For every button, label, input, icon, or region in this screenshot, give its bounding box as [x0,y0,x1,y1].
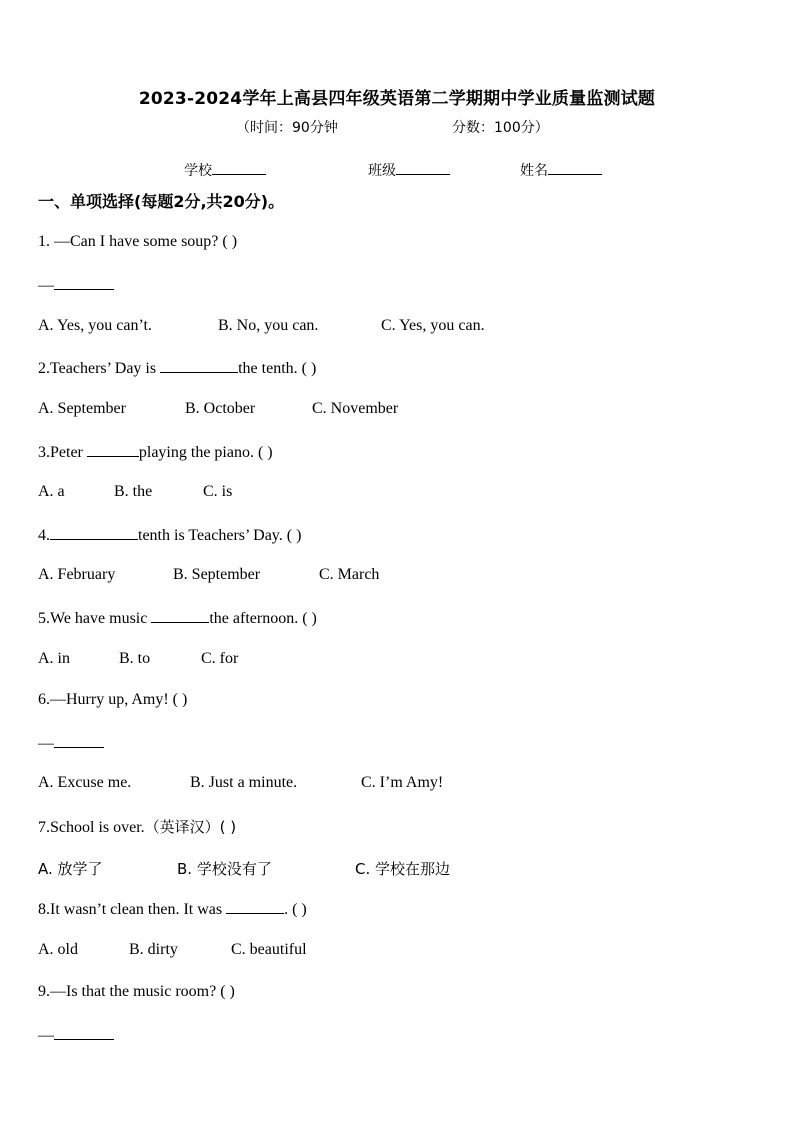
page-title: 2023-2024学年上高县四年级英语第二学期期中学业质量监测试题 [138,89,656,109]
answer-blank[interactable] [160,358,238,373]
q8-option-b[interactable]: B. dirty [129,941,178,958]
q1-option-c[interactable]: C. Yes, you can. [381,317,485,334]
question-1-reply: — [38,275,114,295]
question-9: 9.—Is that the music room? ( ) [38,983,235,1000]
answer-blank[interactable] [151,608,209,623]
q4-option-c[interactable]: C. March [319,566,380,583]
school-label: 学校 [184,163,212,179]
q7-option-a[interactable]: A. 放学了 [38,860,103,878]
class-label: 班级 [368,163,396,179]
question-5: 5.We have music the afternoon. ( ) [38,610,317,627]
answer-blank[interactable] [226,899,284,914]
answer-blank[interactable] [54,1025,114,1040]
answer-blank[interactable] [87,442,139,457]
class-blank[interactable] [396,161,450,175]
q1-option-b[interactable]: B. No, you can. [218,317,319,334]
q5-option-b[interactable]: B. to [119,650,151,667]
q4-option-b[interactable]: B. September [173,566,261,583]
q2-option-a[interactable]: A. September [38,400,126,417]
section-heading: 一、单项选择(每题2分,共20分)。 [38,192,285,211]
q3-option-b[interactable]: B. the [114,483,153,500]
q1-option-a[interactable]: A. Yes, you can’t. [38,317,152,334]
school-blank[interactable] [212,161,266,175]
question-6-reply: — [38,733,104,753]
answer-blank[interactable] [54,275,114,290]
name-field [520,160,602,180]
q6-option-b[interactable]: B. Just a minute. [190,774,298,791]
q6-option-c[interactable]: C. I’m Amy! [361,774,444,791]
question-2: 2.Teachers’ Day is the tenth. ( ) [38,360,317,377]
q3-option-a[interactable]: A. a [38,483,65,500]
name-blank[interactable] [548,161,602,175]
q5-option-c[interactable]: C. for [201,650,239,667]
q8-option-c[interactable]: C. beautiful [231,941,307,958]
class-field [368,160,450,180]
q8-option-a[interactable]: A. old [38,941,78,958]
q3-option-c[interactable]: C. is [203,483,233,500]
answer-blank[interactable] [50,525,138,540]
q4-option-a[interactable]: A. February [38,566,116,583]
question-4: 4. tenth is Teachers’ Day. ( ) [38,527,302,544]
question-8: 8.It wasn’t clean then. It was . ( ) [38,901,307,918]
school-field [184,160,266,180]
q7-option-b[interactable]: B. 学校没有了 [177,860,272,878]
q5-option-a[interactable]: A. in [38,650,70,667]
q6-option-a[interactable]: A. Excuse me. [38,774,132,791]
answer-blank[interactable] [54,733,104,748]
exam-score: 分数：100分） [452,120,549,136]
q2-option-c[interactable]: C. November [312,400,399,417]
name-label: 姓名 [520,163,548,179]
q7-option-c[interactable]: C. 学校在那边 [355,860,451,878]
q2-option-b[interactable]: B. October [185,400,256,417]
question-9-reply: — [38,1025,114,1045]
question-6: 6.—Hurry up, Amy! ( ) [38,691,188,708]
question-7: 7.School is over.（英译汉）( ) [38,818,237,836]
question-3: 3.Peter playing the piano. ( ) [38,444,273,461]
exam-time: （时间：90分钟 [236,120,338,136]
question-1: 1. —Can I have some soup? ( ) [38,233,238,250]
